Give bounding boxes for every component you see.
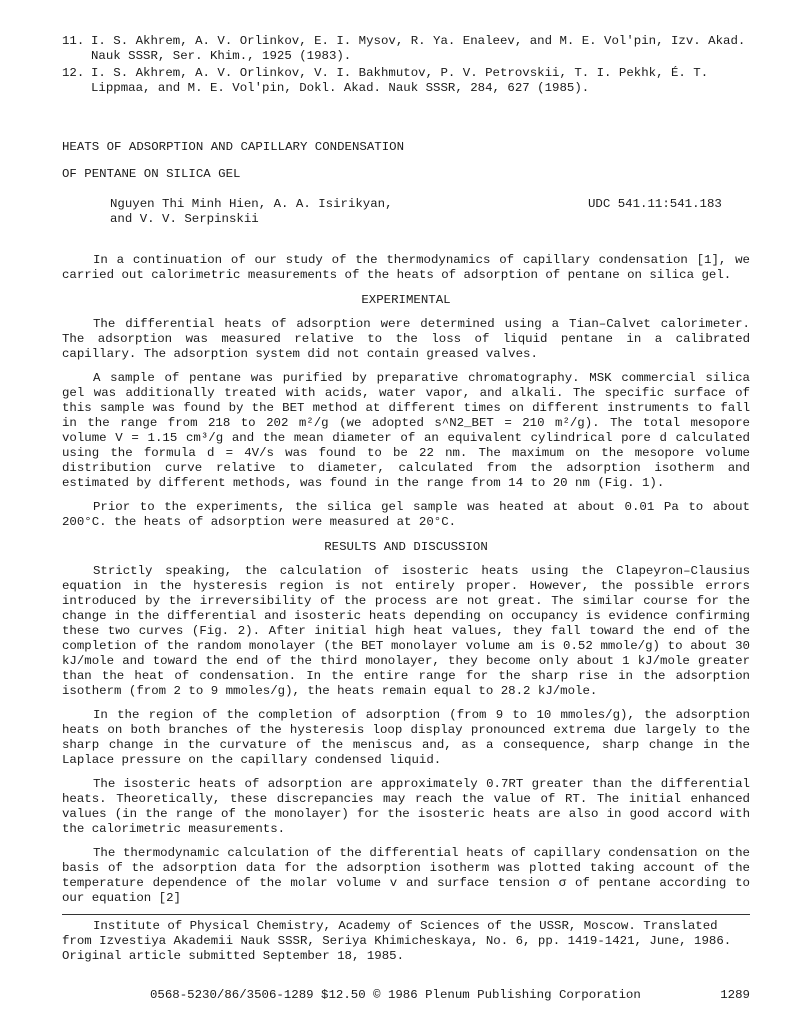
reference-text: I. S. Akhrem, A. V. Orlinkov, E. I. Mysov, R. Ya. Enaleev, and M. E. Vol'pin, Izv. Akad. Nauk SSSR, Ser. Khim., 1925 (1983). (91, 34, 746, 63)
footnote-text: Institute of Physical Chemistry, Academy of Sciences of the USSR, Moscow. Translated from Izvestiya Akademii Nauk SSSR, Seriya Khimicheskaya, No. 6, pp. 1419-1421, June, 1986. Original article submitted September 18, 1985. (62, 919, 732, 963)
udc-code: UDC 541.11:541.183 (588, 197, 722, 211)
reference-item (62, 66, 752, 96)
experimental-paragraph-3: Prior to the experiments, the silica gel sample was heated at about 0.01 Pa to about 200°C. the heats of adsorption were measured at 20°C. (62, 500, 750, 529)
title-line-2: OF PENTANE ON SILICA GEL (62, 167, 241, 181)
article-title (62, 140, 562, 194)
reference-number: 11. (62, 34, 85, 48)
results-paragraph-4: The thermodynamic calculation of the differential heats of capillary condensation on the basis of the adsorption data for the adsorption isotherm was plotted taking account of the temperature dependence of the molar volume v and surface tension σ of pentane according to our equation [2] (62, 846, 750, 905)
results-paragraph-3: The isosteric heats of adsorption are approximately 0.7RT greater than the differential heats. Theoretically, these discrepancies may reach the value of RT. The initial enhanced values (in the range of the monolayer) for the isosteric heats are also in good accord with the calorimetric measurements. (62, 777, 750, 836)
footnote (62, 919, 750, 964)
reference-number: 12. (62, 66, 85, 80)
results-paragraph-2: In the region of the completion of adsorption (from 9 to 10 mmoles/g), the adsorption heats on both branches of the hysteresis loop display pronounced extrema due largely to the sharp change in the curvature of the meniscus and, as a consequence, sharp change in the Laplace pressure on the capillary condensed liquid. (62, 708, 750, 767)
page-number: 1289 (720, 988, 750, 1002)
results-paragraph-1: Strictly speaking, the calculation of isosteric heats using the Clapeyron–Clausius equation in the hysteresis region is not entirely proper. However, the possible errors introduced by the irreversibility of the process are not great. The similar course for the change in the differential and isosteric heats depending on occupancy is evidence confirming these two curves (Fig. 2). After initial high heat values, they fall toward the end of the completion of the random monolayer (the BET monolayer volume am is 0.52 mmole/g) to about 30 kJ/mole and toward the end of the third monolayer, they become only about 1 kJ/mole greater than the heat of condensation. In the entire range for the sharp rise in the adsorption isotherm (from 2 to 9 mmoles/g), the heats remain equal to 28.2 kJ/mole. (62, 564, 750, 698)
intro-paragraph: In a continuation of our study of the thermodynamics of capillary condensation [1], we carried out calorimetric measurements of the heats of adsorption of pentane on silica gel. (62, 253, 750, 282)
section-heading-experimental: EXPERIMENTAL (361, 293, 451, 307)
article-body (62, 253, 750, 915)
reference-item (62, 34, 752, 64)
experimental-paragraph-1: The differential heats of adsorption were determined using a Tian–Calvet calorimeter. The adsorption was measured relative to the loss of liquid pentane in a calibrated capillary. The adsorption system did not contain greased valves. (62, 317, 750, 361)
experimental-paragraph-2: A sample of pentane was purified by preparative chromatography. MSK commercial silica gel was additionally treated with acids, water vapor, and alkali. The specific surface of this sample was found by the BET method at different times on different instruments to fall in the range from 218 to 202 m²/g (we adopted s^N2_BET = 210 m²/g). The total mesopore volume V = 1.15 cm³/g and the mean diameter of an equivalent cylindrical pore d calculated using the formula d = 4V/s was found to be 22 nm. The maximum on the mesopore volume distribution curve relative to diameter, calculated from the adsorption isotherm and estimated by different methods, was found in the range from 14 to 20 nm (Fig. 1). (62, 371, 750, 490)
authors-line-2: and V. V. Serpinskii (110, 212, 259, 226)
authors-line-1: Nguyen Thi Minh Hien, A. A. Isirikyan, (110, 197, 393, 211)
author-list (110, 197, 440, 227)
title-line-1: HEATS OF ADSORPTION AND CAPILLARY CONDENSATION (62, 140, 405, 154)
copyright-line: 0568-5230/86/3506-1289 $12.50 © 1986 Plenum Publishing Corporation (150, 988, 641, 1002)
reference-text: I. S. Akhrem, A. V. Orlinkov, V. I. Bakhmutov, P. V. Petrovskii, T. I. Pekhk, É. T. Lippmaa, and M. E. Vol'pin, Dokl. Akad. Nauk SSSR, 284, 627 (1985). (91, 66, 709, 95)
footnote-divider (62, 914, 750, 915)
reference-list (62, 34, 752, 98)
section-heading-results: RESULTS AND DISCUSSION (324, 540, 488, 554)
